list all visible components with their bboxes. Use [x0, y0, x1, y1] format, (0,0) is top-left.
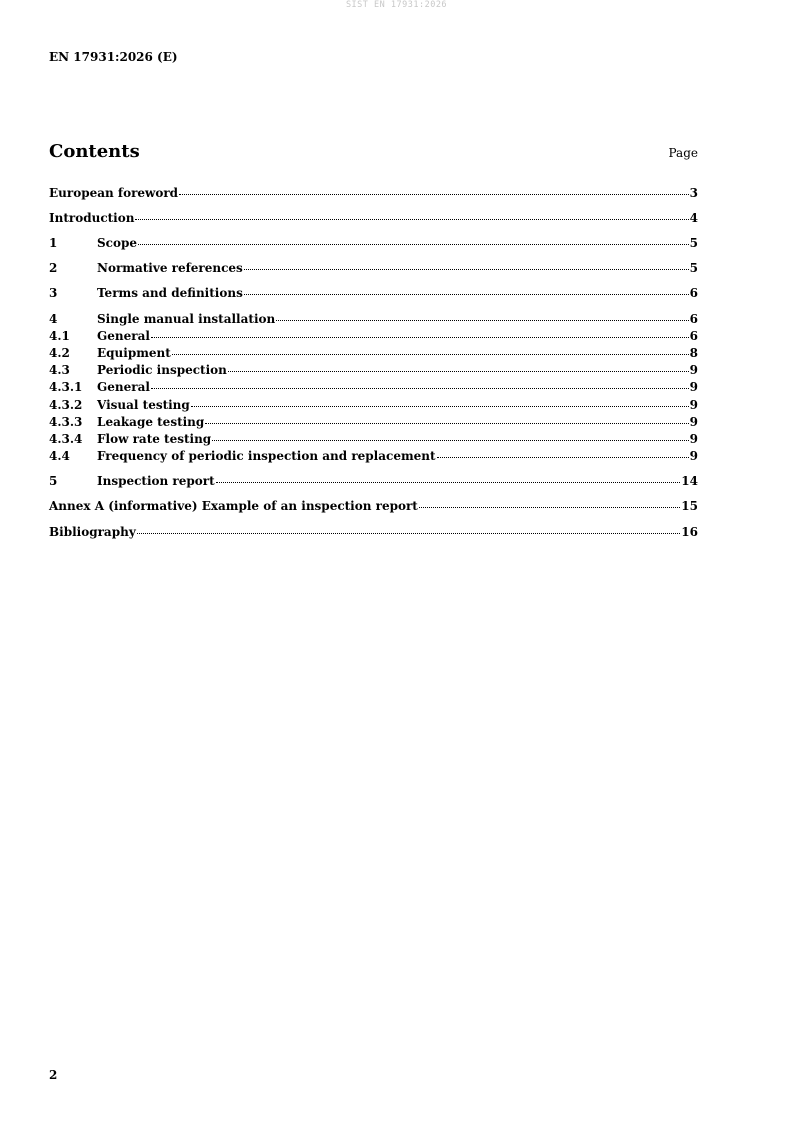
- toc-entry-page: 9: [689, 398, 698, 412]
- page-column-label: Page: [668, 146, 698, 160]
- toc-entry-page: 9: [689, 449, 698, 463]
- toc-entry-number: 2: [49, 261, 58, 275]
- toc-entry[interactable]: [49, 362, 698, 378]
- toc-dot-leader: [244, 293, 689, 295]
- toc-entry-title: Leakage testing: [97, 415, 205, 429]
- toc-entry[interactable]: [49, 431, 698, 447]
- toc-entry[interactable]: [49, 448, 698, 464]
- toc-entry-title: Bibliography: [49, 525, 136, 539]
- toc-dot-leader: [179, 193, 689, 195]
- toc-entry-page: 4: [689, 211, 698, 225]
- toc-entry[interactable]: [49, 498, 698, 514]
- toc-dot-leader: [228, 370, 689, 372]
- toc-entry[interactable]: [49, 414, 698, 430]
- toc-entry[interactable]: [49, 235, 698, 251]
- toc-entry-page: 5: [689, 236, 698, 250]
- toc-dot-leader: [205, 422, 688, 424]
- toc-entry[interactable]: [49, 210, 698, 226]
- toc-entry-page: 9: [689, 380, 698, 394]
- toc-entry-title: Equipment: [97, 346, 171, 360]
- toc-dot-leader: [276, 319, 688, 321]
- toc-entry-page: 9: [689, 415, 698, 429]
- toc-entry-number: 4: [49, 312, 58, 326]
- toc-dot-leader: [419, 506, 680, 508]
- toc-dot-leader: [191, 405, 689, 407]
- toc-entry-number: 4.3.1: [49, 380, 83, 394]
- toc-entry-title: Scope: [97, 236, 138, 250]
- toc-entry[interactable]: [49, 524, 698, 540]
- toc-dot-leader: [138, 243, 689, 245]
- toc-dot-leader: [437, 456, 689, 458]
- toc-entry-title: Periodic inspection: [97, 363, 227, 377]
- toc-dot-leader: [151, 336, 689, 338]
- toc-entry-page: 3: [689, 186, 698, 200]
- toc-entry-number: 5: [49, 474, 58, 488]
- toc-entry-title: General: [97, 329, 150, 343]
- toc-entry[interactable]: [49, 285, 698, 301]
- page-number: 2: [49, 1068, 58, 1082]
- toc-entry-page: 6: [689, 312, 698, 326]
- toc-entry-number: 4.3.3: [49, 415, 83, 429]
- toc-entry-title: Flow rate testing: [97, 432, 212, 446]
- toc-entry-number: 4.3.4: [49, 432, 83, 446]
- toc-entry-page: 6: [689, 286, 698, 300]
- toc-entry-page: 15: [681, 499, 698, 513]
- toc-entry[interactable]: [49, 345, 698, 361]
- toc-entry-page: 9: [689, 363, 698, 377]
- contents-heading: Contents: [49, 141, 140, 162]
- toc-dot-leader: [244, 268, 689, 270]
- toc-dot-leader: [135, 218, 688, 220]
- toc-dot-leader: [212, 439, 688, 441]
- toc-entry-number: 1: [49, 236, 58, 250]
- watermark: SIST EN 17931:2026: [345, 0, 448, 10]
- toc-entry-page: 5: [689, 261, 698, 275]
- toc-entry-page: 9: [689, 432, 698, 446]
- toc-dot-leader: [216, 481, 681, 483]
- toc-entry-title: Inspection report: [97, 474, 215, 488]
- toc-entry[interactable]: [49, 185, 698, 201]
- toc-entry-page: 6: [689, 329, 698, 343]
- toc-entry-title: Single manual installation: [97, 312, 276, 326]
- toc-entry-title: European foreword: [49, 186, 179, 200]
- toc-entry[interactable]: [49, 328, 698, 344]
- toc-entry-number: 4.1: [49, 329, 70, 343]
- toc-entry-number: 4.3: [49, 363, 70, 377]
- toc-entry-number: 4.4: [49, 449, 70, 463]
- toc-entry[interactable]: [49, 379, 698, 395]
- document-id: EN 17931:2026 (E): [49, 50, 178, 64]
- toc-entry-title: Annex A (informative) Example of an inspection report: [49, 499, 418, 513]
- toc-dot-leader: [151, 387, 689, 389]
- toc-entry-number: 3: [49, 286, 58, 300]
- toc-entry[interactable]: [49, 397, 698, 413]
- toc-entry-title: Introduction: [49, 211, 135, 225]
- toc-entry-title: Terms and definitions: [97, 286, 243, 300]
- toc-entry-title: Frequency of periodic inspection and replacement: [97, 449, 436, 463]
- toc-entry-title: Normative references: [97, 261, 243, 275]
- toc-entry-number: 4.3.2: [49, 398, 83, 412]
- toc-entry[interactable]: [49, 311, 698, 327]
- toc-entry-title: General: [97, 380, 150, 394]
- toc-entry[interactable]: [49, 473, 698, 489]
- toc-dot-leader: [172, 353, 689, 355]
- toc-entry[interactable]: [49, 260, 698, 276]
- toc-entry-page: 16: [681, 525, 698, 539]
- toc-entry-title: Visual testing: [97, 398, 190, 412]
- toc-dot-leader: [137, 532, 681, 534]
- toc-entry-number: 4.2: [49, 346, 70, 360]
- toc-entry-page: 14: [681, 474, 698, 488]
- toc-entry-page: 8: [689, 346, 698, 360]
